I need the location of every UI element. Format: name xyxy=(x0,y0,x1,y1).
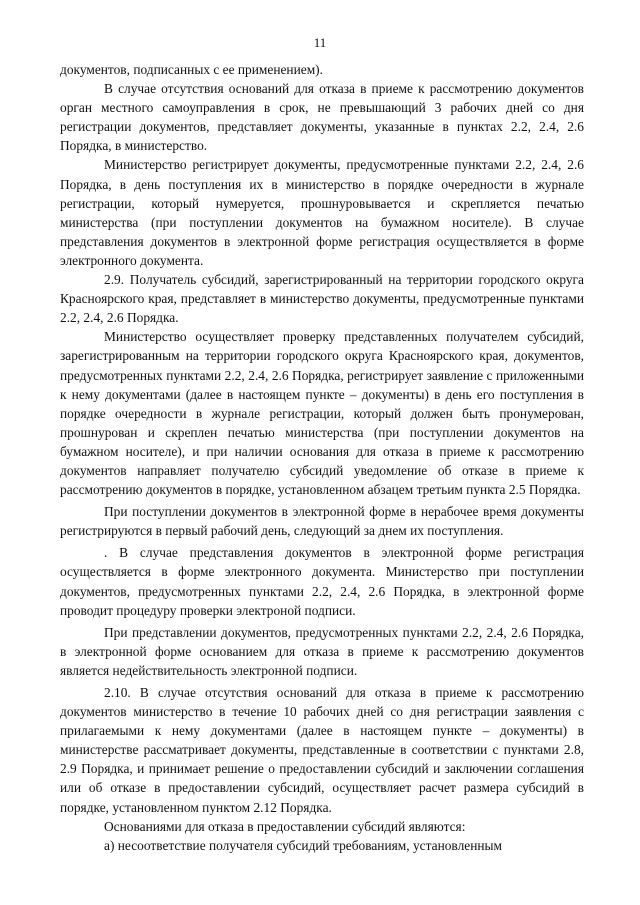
paragraph-nonworking-time: При поступлении документов в электронной форме в нерабочее время документы регистрируются в первый рабочий день, следующий за днем их поступления. xyxy=(60,504,584,539)
paragraph-ministry-check: Министерство осуществляет проверку представленных получателем субсидий, зарегистрированным на территории городского округа Красноярского края, документов, предусмотренных пунктами 2.2, 2.4, 2.6 Порядка, регистрирует заявление с приложенными к нему документами (далее в настоящем пункте – документы) в день его поступления в порядке очередности в журнале регистрации, который должен быть пронумерован, прошнурован и скреплен печатью министерства (при поступлении документов на бумажном носителе), и при наличии основания для отказа в приеме к рассмотрению документов направляет получателю субсидий уведомление об отказе в приеме к рассмотрению документов в порядке, установленном абзацем третьим пункта 2.5 Порядка. xyxy=(60,329,584,498)
paragraph-ministry-registration: Министерство регистрирует документы, предусмотренные пунктами 2.2, 2.4, 2.6 Порядка, в день поступления их в министерство в порядке очередности в журнале регистрации, который нумеруется, прошнуровывается и скрепляется печатью министерства (при поступлении документов на бумажном носителе). В случае представления документов в электронной форме регистрация осуществляется в форме электронного документа. xyxy=(60,157,584,268)
document-body xyxy=(60,60,584,855)
page-number: 11 xyxy=(313,35,327,50)
paragraph-continuation: документов, подписанных с ее применением). xyxy=(60,62,323,77)
paragraph-refusal-grounds: Основаниями для отказа в предоставлении субсидий являются: xyxy=(104,818,466,834)
paragraph-clause-2-10: 2.10. В случае отсутствия оснований для отказа в приеме к рассмотрению документов министерство в течение 10 рабочих дней со дня регистрации заявления с прилагаемыми к нему документами (далее в настоящем пункте – документы) в министерстве рассматривает документы, представленные в соответствии с пунктами 2.8, 2.9 Порядка, и принимает решение о предоставлении субсидий и заключении соглашения или об отказе в предоставлении субсидий, осуществляет расчет размера субсидий в порядке, установленном пунктом 2.12 Порядка. xyxy=(60,685,584,815)
paragraph-signature-invalid: При представлении документов, предусмотренных пунктами 2.2, 2.4, 2.6 Порядка, в электронной форме основанием для отказа в приеме к рассмотрению документов является недействительность электронной подписи. xyxy=(60,624,584,678)
paragraph-electronic-registration: . В случае представления документов в электронной форме регистрация осуществляется в форме электронного документа. Министерство при поступлении документов, предусмотренных пунктами 2.2, 2.4, 2.6 Порядка, в электронной форме проводит процедуру проверки электроной подписи. xyxy=(60,545,584,618)
paragraph-local-government-submission: В случае отсутствия оснований для отказа в приеме к рассмотрению документов орган местного самоуправления в срок, не превышающий 3 рабочих дней со дня регистрации документов, представляет документы, указанные в пунктах 2.2, 2.4, 2.6 Порядка, в министерство. xyxy=(60,81,584,154)
paragraph-clause-2-9: 2.9. Получатель субсидий, зарегистрированный на территории городского округа Красноярского края, представляет в министерство документы, предусмотренные пунктами 2.2, 2.4, 2.6 Порядка. xyxy=(60,272,584,326)
list-item-a: а) несоответствие получателя субсидий требованиям, установленным xyxy=(104,837,503,853)
